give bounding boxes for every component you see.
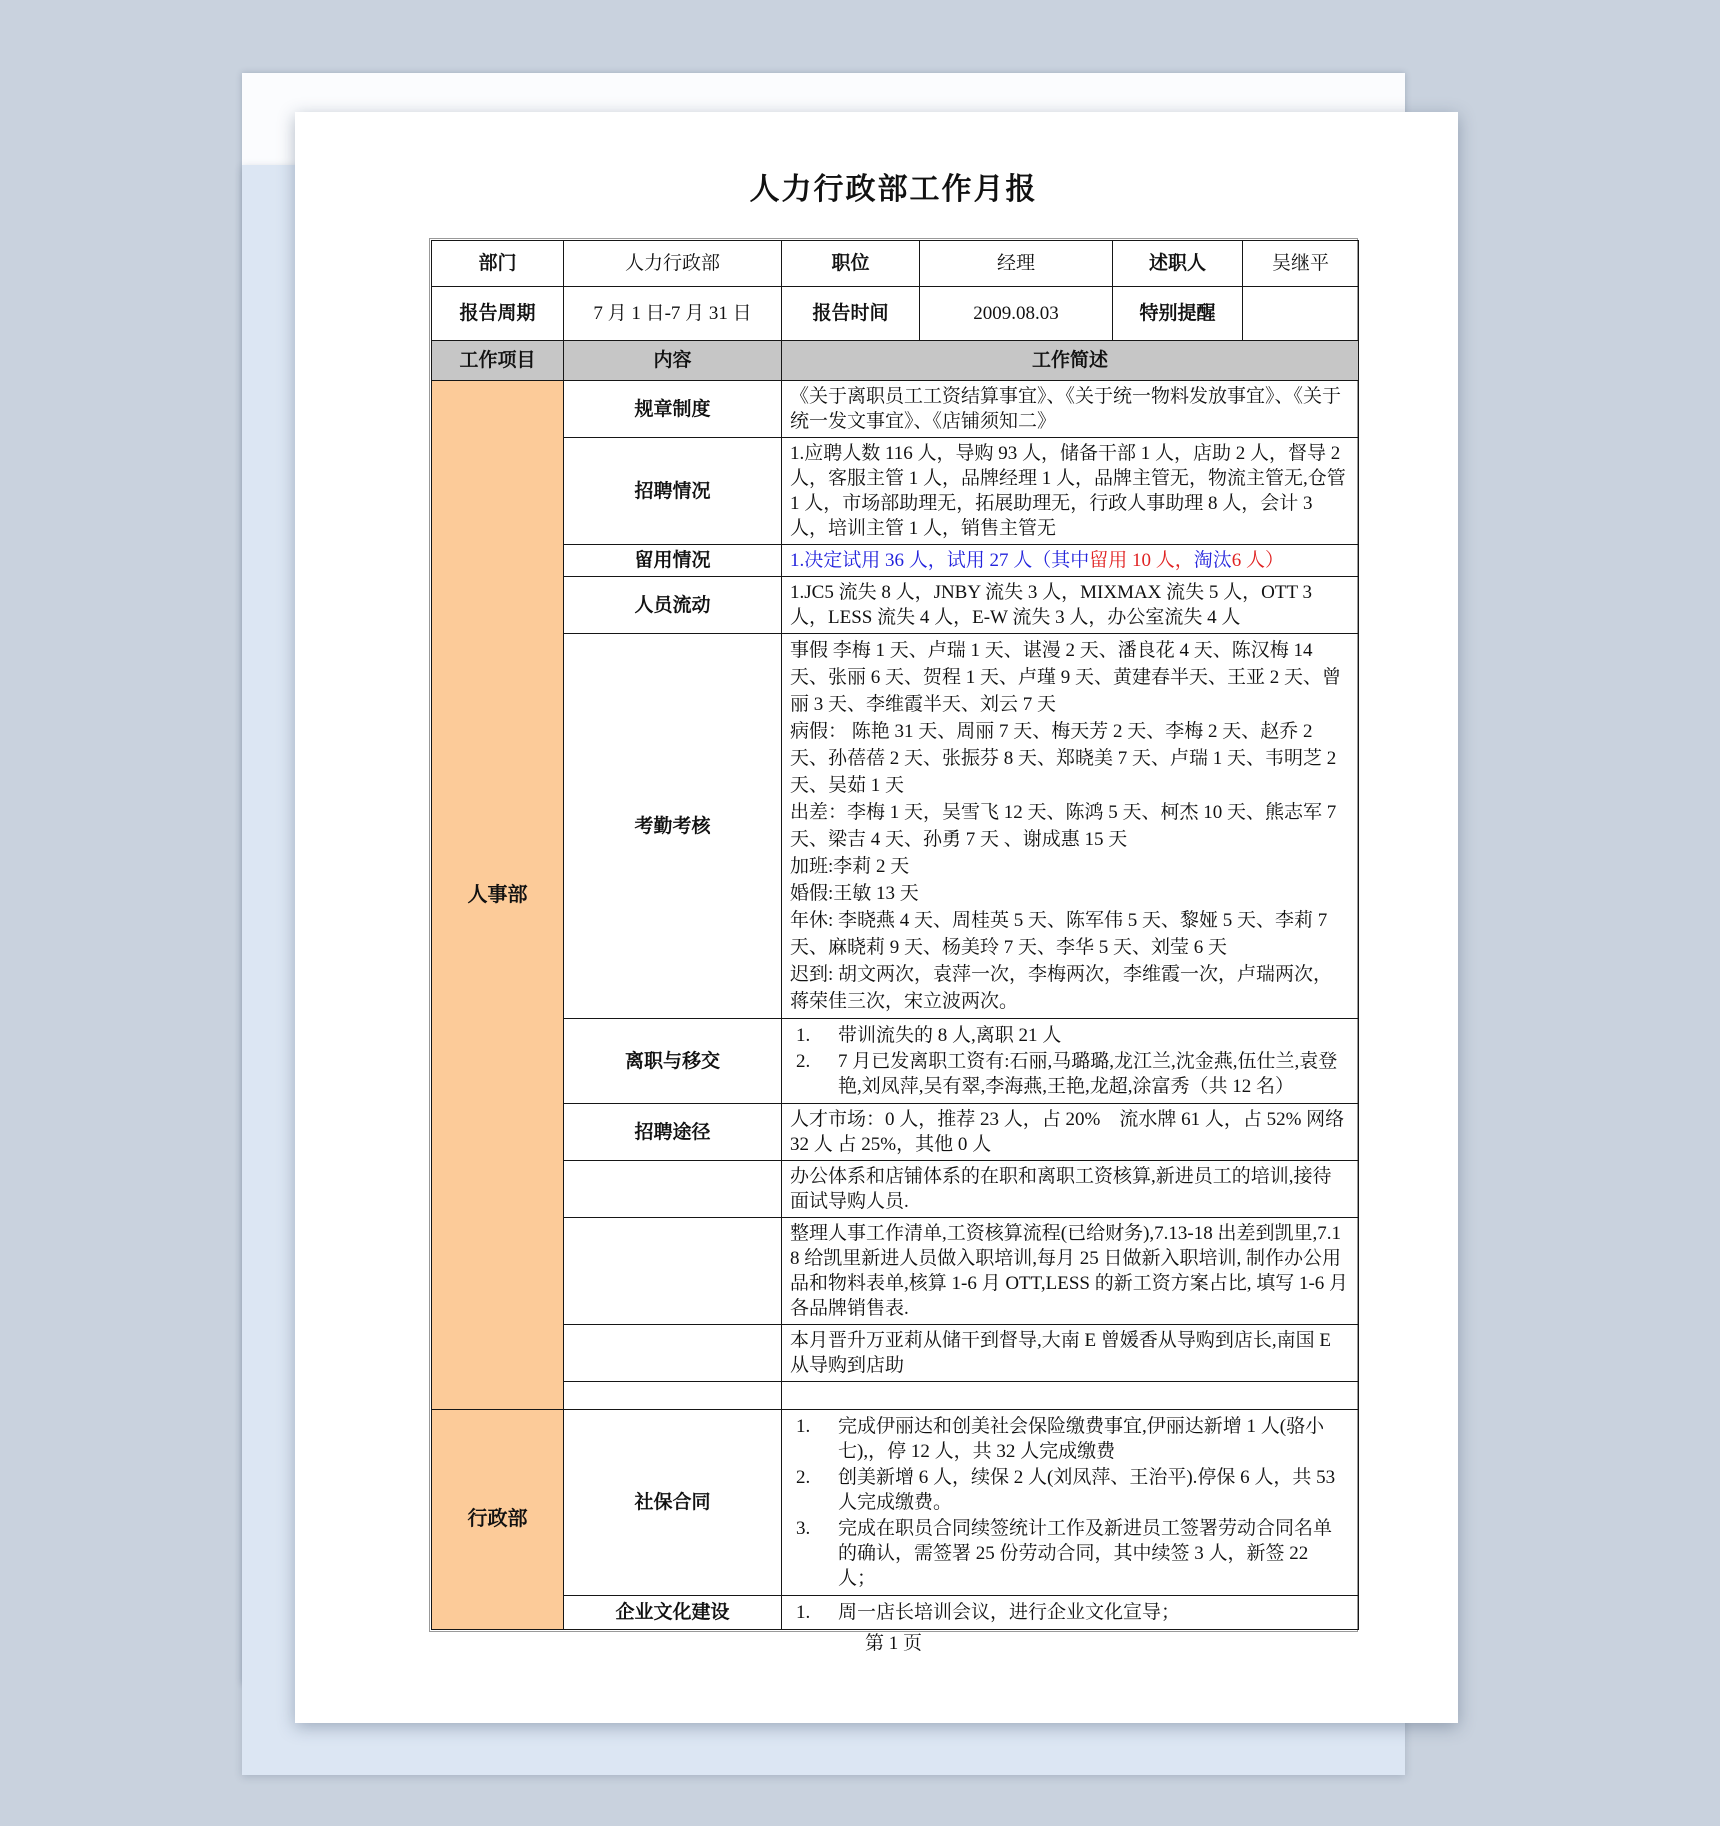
- row-summary: 《关于离职员工工资结算事宜》、《关于统一物料发放事宜》、《关于统一发文事宜》、《店铺须知二》: [782, 381, 1359, 438]
- list-text: 周一店长培训会议，进行企业文化宣导；: [838, 1602, 1181, 1623]
- row-label: 企业文化建设: [564, 1596, 782, 1630]
- special-reminder-value: [1243, 287, 1359, 341]
- summary-paragraph: 事假 李梅 1 天、卢瑞 1 天、谌漫 2 天、潘良花 4 天、陈汉梅 14 天、张丽 6 天、贺程 1 天、卢瑾 9 天、黄建春半天、王亚 2 天、曾丽 3 天、李维霞半天、刘云 7 天: [790, 640, 1342, 715]
- row-summary: 1.应聘人数 116 人，导购 93 人，储备干部 1 人，店助 2 人，督导 2 人，客服主管 1 人，品牌经理 1 人，品牌主管无，物流主管无,仓管 1 人，市场部助理无，拓展助理无，行政人事助理 8 人，会计 3 人，培训主管 1 人，销售主管无: [782, 438, 1359, 545]
- summary-list-item: [790, 1516, 1350, 1591]
- row-label: 社保合同: [564, 1410, 782, 1596]
- info-row-1: [432, 241, 1359, 287]
- row-summary: 办公体系和店铺体系的在职和离职工资核算,新进员工的培训,接待面试导购人员.: [782, 1161, 1359, 1218]
- summary-list-item: [790, 1465, 1350, 1515]
- summary-list-item: [790, 1023, 1350, 1048]
- report-header-rows: [432, 241, 1359, 381]
- table-row: [432, 577, 1359, 634]
- summary-list-item: [790, 1600, 1350, 1625]
- report-table-outline: [429, 238, 1358, 1632]
- reporter-value: 吴继平: [1243, 241, 1359, 287]
- table-row: [432, 1161, 1359, 1218]
- summary-paragraph: 婚假:王敏 13 天: [790, 883, 919, 904]
- colored-text: 1.决定试用 36 人，试用 27 人（其中: [790, 550, 1090, 571]
- summary-list-item: [790, 1049, 1350, 1099]
- summary-paragraph: 出差：李梅 1 天，吴雪飞 12 天、陈鸿 5 天、柯杰 10 天、熊志军 7 天、梁吉 4 天、孙勇 7 天 、谢成惠 15 天: [790, 802, 1337, 850]
- report-time-label: 报告时间: [782, 287, 920, 341]
- list-number: 2.: [796, 1051, 811, 1072]
- list-text: 完成伊丽达和创美社会保险缴费事宜,伊丽达新增 1 人(骆小七),，停 12 人，共 32 人完成缴费: [838, 1416, 1325, 1462]
- table-row: [432, 1218, 1359, 1325]
- row-label: 招聘情况: [564, 438, 782, 545]
- document-page: [295, 112, 1458, 1723]
- section-cell: 行政部: [432, 1410, 564, 1630]
- colored-text: 留用 10 人，: [1089, 550, 1194, 571]
- table-row: [432, 381, 1359, 438]
- report-table: [431, 240, 1359, 1630]
- row-label: 人员流动: [564, 577, 782, 634]
- row-summary: [782, 1382, 1359, 1410]
- table-row: [432, 1382, 1359, 1410]
- row-label: [564, 1161, 782, 1218]
- row-label: 离职与移交: [564, 1019, 782, 1104]
- list-number: 2.: [796, 1467, 811, 1488]
- reporter-label: 述职人: [1113, 241, 1243, 287]
- summary-paragraph: 迟到: 胡文两次，袁萍一次，李梅两次，李维霞一次，卢瑞两次，蒋荣佳三次，宋立波两次。: [790, 964, 1333, 1012]
- row-summary: [782, 1019, 1359, 1104]
- colored-text: 6 人）: [1231, 550, 1285, 571]
- position-label: 职位: [782, 241, 920, 287]
- list-text: 创美新增 6 人，续保 2 人(刘凤萍、王治平).停保 6 人，共 53 人完成缴费。: [838, 1467, 1336, 1513]
- row-summary: [782, 545, 1359, 577]
- column-header-summary: 工作简述: [782, 341, 1359, 381]
- row-label: [564, 1382, 782, 1410]
- column-header-content: 内容: [564, 341, 782, 381]
- list-text: 带训流失的 8 人,离职 21 人: [838, 1025, 1062, 1046]
- list-number: 1.: [796, 1025, 811, 1046]
- summary-paragraph: 年休: 李晓燕 4 天、周桂英 5 天、陈军伟 5 天、黎娅 5 天、李莉 7 天、麻晓莉 9 天、杨美玲 7 天、李华 5 天、刘莹 6 天: [790, 910, 1328, 958]
- list-number: 1.: [796, 1602, 811, 1623]
- list-text: 完成在职员合同续签统计工作及新进员工签署劳动合同名单的确认，需签署 25 份劳动合同，其中续签 3 人，新签 22 人；: [838, 1518, 1333, 1589]
- row-label: [564, 1325, 782, 1382]
- report-time-value: 2009.08.03: [920, 287, 1113, 341]
- row-label: 考勤考核: [564, 634, 782, 1019]
- row-summary: 整理人事工作清单,工资核算流程(已给财务),7.13-18 出差到凯里,7.18 给凯里新进人员做入职培训,每月 25 日做新入职培训, 制作办公用品和物料表单,核算 1-6 月 OTT,LESS 的新工资方案占比, 填写 1-6 月各品牌销售表.: [782, 1218, 1359, 1325]
- report-body: [432, 381, 1359, 1630]
- row-summary: 1.JC5 流失 8 人，JNBY 流失 3 人，MIXMAX 流失 5 人，OTT 3 人，LESS 流失 4 人，E-W 流失 3 人，办公室流失 4 人: [782, 577, 1359, 634]
- row-summary: 人才市场：0 人，推荐 23 人，占 20% 流水牌 61 人，占 52% 网络 32 人 占 25%，其他 0 人: [782, 1104, 1359, 1161]
- table-row: [432, 1104, 1359, 1161]
- section-cell: 人事部: [432, 381, 564, 1410]
- dept-value: 人力行政部: [564, 241, 782, 287]
- table-row: [432, 1596, 1359, 1630]
- row-summary: [782, 634, 1359, 1019]
- row-summary: [782, 1410, 1359, 1596]
- row-label: 留用情况: [564, 545, 782, 577]
- summary-paragraph: 病假： 陈艳 31 天、周丽 7 天、梅天芳 2 天、李梅 2 天、赵乔 2 天、孙蓓蓓 2 天、张振芬 8 天、郑晓美 7 天、卢瑞 1 天、韦明芝 2 天、吴茹 1 天: [790, 721, 1337, 796]
- period-label: 报告周期: [432, 287, 564, 341]
- row-summary: [782, 1596, 1359, 1630]
- summary-paragraph: 加班:李莉 2 天: [790, 856, 910, 877]
- column-header-item: 工作项目: [432, 341, 564, 381]
- table-row: [432, 1019, 1359, 1104]
- row-label: [564, 1218, 782, 1325]
- colored-text: 淘汰: [1193, 550, 1232, 571]
- table-row: [432, 634, 1359, 1019]
- page-number: 第 1 页: [864, 1633, 922, 1654]
- list-number: 3.: [796, 1518, 811, 1539]
- row-label: 规章制度: [564, 381, 782, 438]
- special-reminder-label: 特别提醒: [1113, 287, 1243, 341]
- dept-label: 部门: [432, 241, 564, 287]
- row-label: 招聘途径: [564, 1104, 782, 1161]
- list-number: 1.: [796, 1416, 811, 1437]
- table-row: [432, 1325, 1359, 1382]
- period-value: 7 月 1 日-7 月 31 日: [564, 287, 782, 341]
- table-row: [432, 438, 1359, 545]
- list-text: 7 月已发离职工资有:石丽,马璐璐,龙江兰,沈金燕,伍仕兰,袁登艳,刘凤萍,吴有翠,李海燕,王艳,龙超,涂富秀（共 12 名）: [838, 1051, 1338, 1097]
- table-row: [432, 1410, 1359, 1596]
- row-summary: 本月晋升万亚莉从储干到督导,大南 E 曾媛香从导购到店长,南国 E 从导购到店助: [782, 1325, 1359, 1382]
- page-title: 人力行政部工作月报: [749, 173, 1038, 206]
- position-value: 经理: [920, 241, 1113, 287]
- table-row: [432, 545, 1359, 577]
- column-header-row: [432, 341, 1359, 381]
- summary-list-item: [790, 1414, 1350, 1464]
- info-row-2: [432, 287, 1359, 341]
